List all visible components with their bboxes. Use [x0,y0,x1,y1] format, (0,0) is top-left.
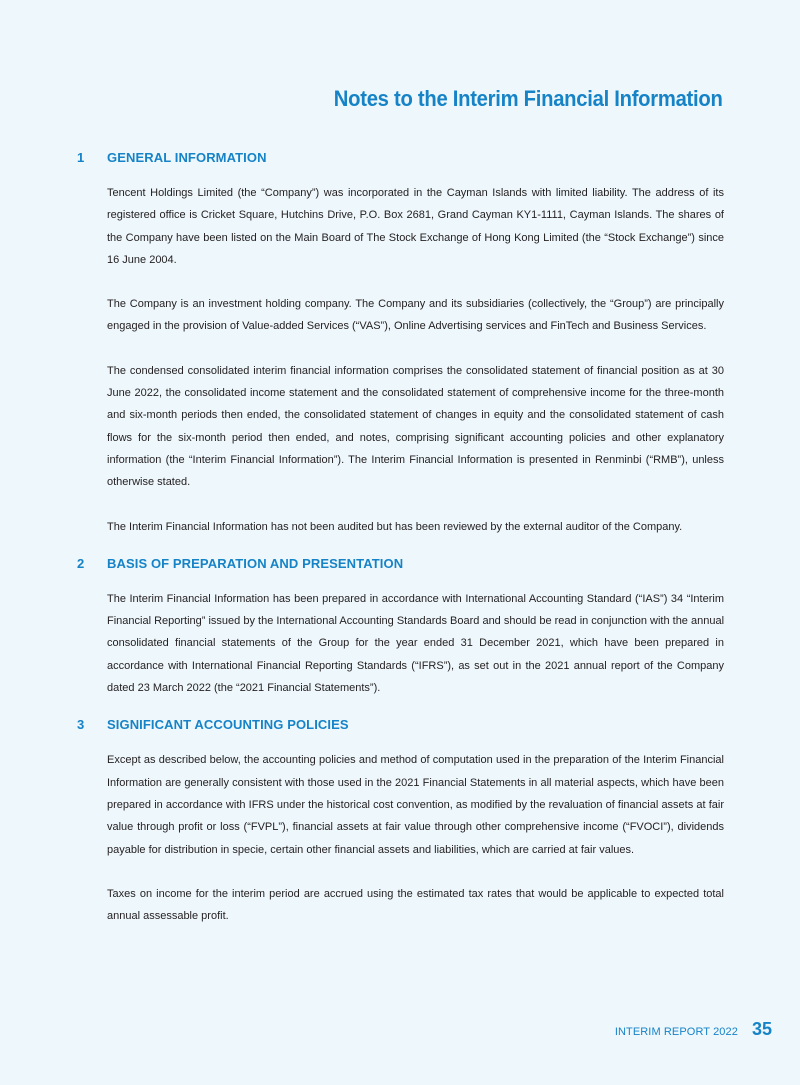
section-significant-accounting-policies [77,717,724,927]
section-title: GENERAL INFORMATION [107,150,267,165]
section-basis-of-preparation [77,556,724,699]
section-number: 2 [77,555,85,571]
paragraph: The Company is an investment holding company. The Company and its subsidiaries (collectively, the “Group”) are principally engaged in the provision of Value-added Services (“VAS”), Online Advertising services and FinTech and Business Services. [107,298,724,333]
page-title: Notes to the Interim Financial Information [334,86,723,111]
section-number: 1 [77,150,85,165]
section-heading [77,150,724,170]
section-number: 3 [77,717,85,733]
section-title: SIGNIFICANT ACCOUNTING POLICIES [107,717,349,733]
page-number: 35 [751,1019,772,1039]
section-general-information [77,150,724,538]
paragraph: Tencent Holdings Limited (the “Company”) was incorporated in the Cayman Islands with limited liability. The address of its registered office is Cricket Square, Hutchins Drive, P.O. Box 2681, Grand Cayman KY1-1111, Cayman Islands. The shares of the Company have been listed on the Main Board of The Stock Exchange of Hong Kong Limited (the “Stock Exchange”) since 16 June 2004. [107,187,724,266]
report-name: INTERIM REPORT 2022 [614,1026,738,1038]
section-heading [77,556,724,576]
section-title: BASIS OF PREPARATION AND PRESENTATION [107,555,404,571]
paragraph: The condensed consolidated interim financial information comprises the consolidated statement of financial position as at 30 June 2022, the consolidated income statement and the consolidated statement of comprehensive income for the three-month and six-month periods then ended, the consolidated statement of changes in equity and the consolidated statement of cash flows for the six-month period then ended, and notes, comprising significant accounting policies and other explanatory information (the “Interim Financial Information”). The Interim Financial Information is presented in Renminbi (“RMB”), unless otherwise stated. [107,364,724,489]
paragraph: Taxes on income for the interim period are accrued using the estimated tax rates that would be applicable to expected total annual assessable profit. [107,887,724,923]
section-heading [77,717,724,737]
paragraph: The Interim Financial Information has not been audited but has been reviewed by the external auditor of the Company. [107,520,683,533]
page-footer [615,1019,772,1040]
paragraph: Except as described below, the accounting policies and method of computation used in the preparation of the Interim Financial Information are generally consistent with those used in the 2021 Financial Statements in all material aspects, which have been prepared in accordance with IFRS under the historical cost convention, as modified by the revaluation of financial assets at fair value through profit or loss (“FVPL”), financial assets at fair value through other comprehensive income (“FVOCI”), dividends payable for distribution in specie, certain other financial assets and liabilities, which are carried at fair values. [107,754,724,856]
paragraph: The Interim Financial Information has been prepared in accordance with International Accounting Standard (“IAS”) 34 “Interim Financial Reporting” issued by the International Accounting Standards Board and should be read in conjunction with the annual consolidated financial statements of the Group for the year ended 31 December 2021, which have been prepared in accordance with International Financial Reporting Standards (“IFRS”), as set out in the 2021 annual report of the Company dated 23 March 2022 (the “2021 Financial Statements”). [107,592,725,695]
notes-content [77,150,724,927]
